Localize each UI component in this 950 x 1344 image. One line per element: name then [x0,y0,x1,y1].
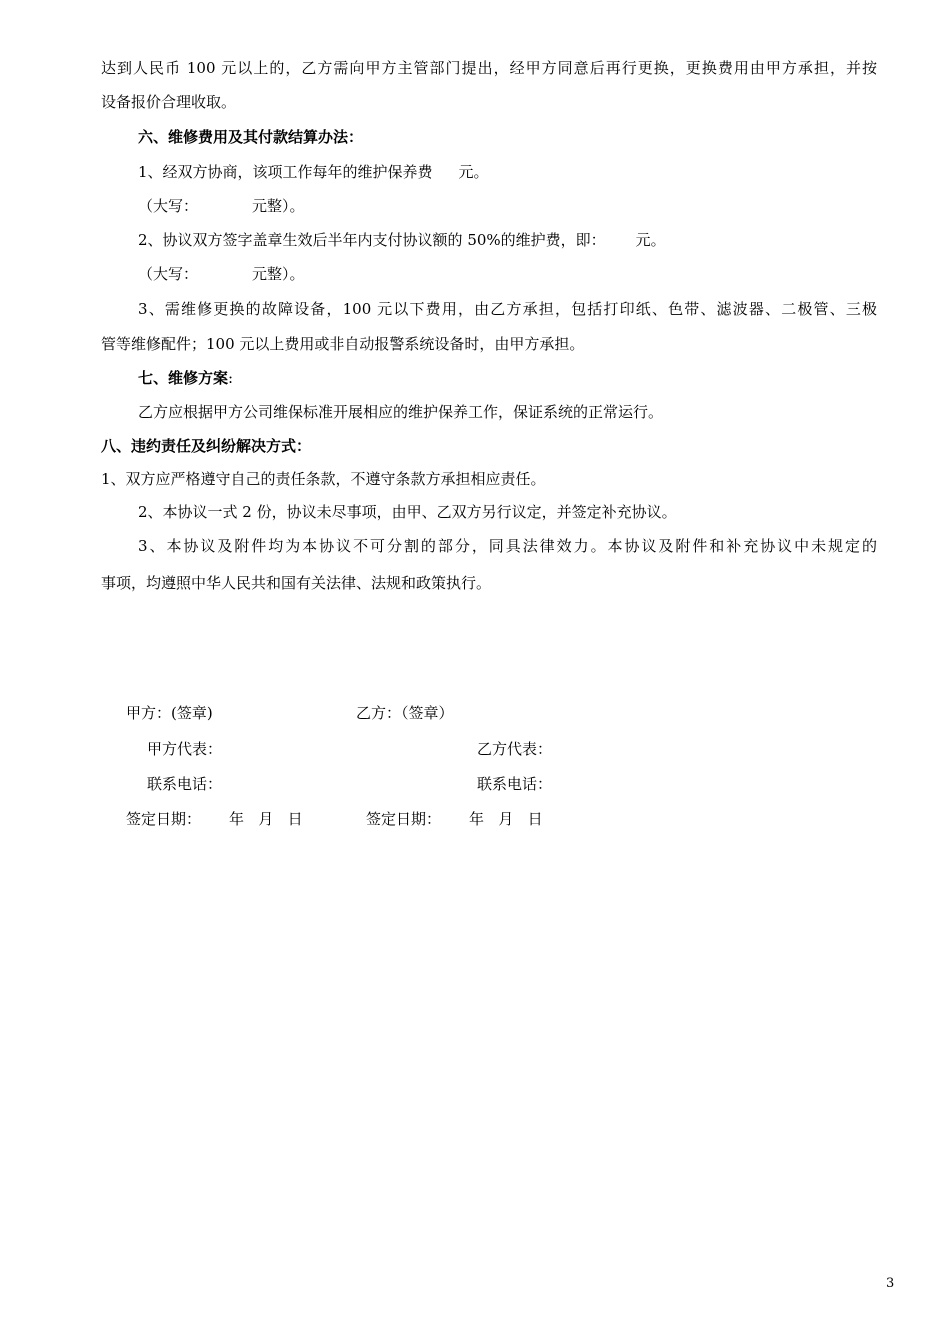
party-a-representative: 甲方代表： [147,740,223,758]
paragraph-line: 1、双方应严格遵守自己的责任条款，不遵守条款方承担相应责任。 [101,470,546,488]
party-a-signing-date [126,809,303,829]
page-number: 3 [886,1276,895,1291]
fee-first-payment-uppercase-line [138,264,305,284]
fee-first-payment-line [138,230,666,250]
uppercase-unit: 元整）。 [252,197,305,215]
paragraph-line: 达到人民币 100 元以上的，乙方需向甲方主管部门提出，经甲方同意后再行更换，更换费用由甲方承担，并按 [101,59,877,77]
fee-first-payment-text: 2、协议双方签字盖章生效后半年内支付协议额的 50%的维护费，即： [138,231,606,249]
party-b-representative: 乙方代表： [477,740,553,758]
paragraph-line: 3、需维修更换的故障设备，100 元以下费用，由乙方承担，包括打印纸、色带、滤波器、二极管、三极 [138,300,877,318]
party-a-phone: 联系电话： [147,775,223,793]
paragraph-line: 乙方应根据甲方公司维保标准开展相应的维护保养工作，保证系统的正常运行。 [138,403,664,421]
uppercase-label: （大写： [138,197,199,215]
signing-date-ymd: 年 月 日 [229,810,303,828]
paragraph-line: 2、本协议一式 2 份，协议未尽事项，由甲、乙双方另行议定，并签定补充协议。 [138,503,677,521]
paragraph-line: 3、本协议及附件均为本协议不可分割的部分，同具法律效力。本协议及附件和补充协议中未规定的 [138,537,877,555]
uppercase-unit: 元整）。 [252,265,305,283]
section-heading: 八、违约责任及纠纷解决方式： [101,437,312,455]
party-a-signature: 甲方：(签章) [126,704,213,722]
section-heading: 六、维修费用及其付款结算办法： [138,128,364,146]
section-heading-text: 七、维修方案 [138,369,229,387]
fee-annual-text: 1、经双方协商，该项工作每年的维护保养费 [138,163,433,181]
uppercase-label: （大写： [138,265,199,283]
paragraph-line: 管等维修配件；100 元以上费用或非自动报警系统设备时，由甲方承担。 [101,335,585,353]
signing-date-label: 签定日期： [366,810,442,828]
signing-date-ymd: 年 月 日 [469,810,543,828]
party-b-phone: 联系电话： [477,775,553,793]
fee-first-payment-unit: 元。 [635,231,666,249]
party-b-signing-date [366,809,543,829]
party-b-signature: 乙方：（签章） [356,704,454,722]
section-heading-colon: : [228,369,234,387]
section-heading [138,368,233,388]
fee-annual-line [138,162,489,182]
fee-annual-uppercase-line [138,196,305,216]
paragraph-line: 设备报价合理收取。 [101,93,237,111]
signing-date-label: 签定日期： [126,810,202,828]
fee-annual-unit: 元。 [458,163,489,181]
paragraph-line: 事项，均遵照中华人民共和国有关法律、法规和政策执行。 [101,574,492,592]
